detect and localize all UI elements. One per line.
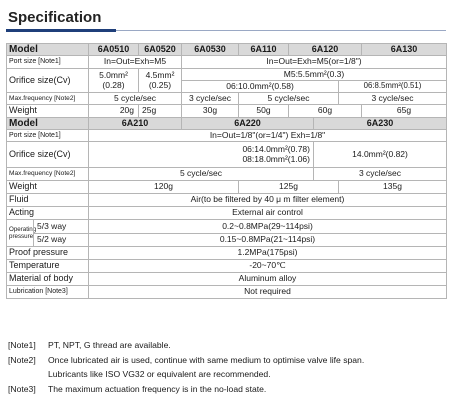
t1-weight-6a130: 65g (362, 105, 447, 118)
material-value: Aluminum alloy (89, 273, 447, 286)
t1-weight-6a0520: 25g (139, 105, 182, 118)
temperature-value: -20~70℃ (89, 260, 447, 273)
t2-weight-label: Weight (7, 181, 89, 194)
proof-pressure-label: Proof pressure (7, 247, 89, 260)
lubrication-value: Not required (89, 286, 447, 299)
way2-label: 5/2 way (37, 234, 67, 245)
t1-model-6a130: 6A130 (362, 44, 447, 56)
t1-orifice-m5: M5:5.5mm²(0.3) (182, 69, 447, 81)
spec-heading: Specification (8, 9, 102, 26)
t2-orifice-6a210-6a220 (89, 142, 314, 168)
acting-label: Acting (7, 207, 89, 220)
lubrication-row (7, 286, 447, 299)
proof-pressure-value: 1.2MPa(175psi) (89, 247, 447, 260)
operating-label: Operating (9, 225, 37, 233)
note-2-text-b: Lubricants like ISO VG32 or equivalent are recommended. (48, 369, 271, 379)
t2-freq-b: 3 cycle/sec (314, 168, 447, 181)
t1-frequency-label: Max.frequency [Note2] (7, 93, 89, 105)
t2-model-label: Model (7, 118, 89, 130)
t1-model-row (7, 44, 447, 56)
t1-orifice-b-cv: (0.25) (148, 79, 172, 90)
t1-orifice-a-cv: (0.28) (102, 79, 125, 90)
t2-weight-6a210: 120g (89, 181, 239, 194)
heading-rule-accent (6, 29, 116, 32)
t1-freq-a: 5 cycle/sec (89, 93, 182, 105)
t1-freq-c: 5 cycle/sec (239, 93, 339, 105)
acting-row (7, 207, 447, 220)
t2-port-row (7, 130, 447, 142)
t2-frequency-label: Max.frequency [Note2] (7, 168, 89, 181)
t1-weight-6a120: 60g (289, 105, 362, 118)
material-row (7, 273, 447, 286)
fluid-value: Air(to be filtered by 40 μ m filter element) (89, 194, 447, 207)
t1-freq-d: 3 cycle/sec (339, 93, 447, 105)
t2-model-6a210: 6A210 (89, 118, 182, 130)
way-labels (33, 220, 88, 246)
heading-rule-line (116, 30, 446, 31)
t1-orifice-label: Orifice size(Cv) (7, 69, 89, 93)
note-1-tag: [Note1] (8, 340, 36, 350)
t2-freq-a: 5 cycle/sec (89, 168, 314, 181)
fluid-label: Fluid (7, 194, 89, 207)
t1-orifice-06-a: 06:10.0mm²(0.58) (182, 81, 339, 93)
note-2 (8, 353, 448, 368)
t1-port-row (7, 56, 447, 69)
t1-orifice-6a0520 (139, 69, 182, 93)
t2-orifice-06: 06:14.0mm²(0.78) (242, 144, 310, 155)
note-1 (8, 338, 448, 353)
t1-weight-6a0510: 20g (89, 105, 139, 118)
note-2-continued (8, 367, 448, 382)
t1-model-6a120: 6A120 (289, 44, 362, 56)
t2-model-6a230: 6A230 (314, 118, 447, 130)
operating-pressure-label (7, 220, 37, 246)
note-2-tag: [Note2] (8, 354, 36, 365)
notes-section (8, 338, 448, 396)
t1-model-6a0520: 6A0520 (139, 44, 182, 56)
note-3-tag: [Note3] (8, 383, 36, 394)
t1-orifice-6a0510 (89, 69, 139, 93)
t1-model-6a0510: 6A0510 (89, 44, 139, 56)
t1-orifice-b-area: 4.5mm² (145, 70, 175, 81)
t2-model-6a220: 6A220 (182, 118, 314, 130)
fluid-row (7, 194, 447, 207)
t1-freq-b: 3 cycle/sec (182, 93, 239, 105)
note-3-text: The maximum actuation frequency is in the no-load state. (48, 383, 267, 394)
operating-pressure-label-cell (7, 220, 89, 247)
t1-port-label: Port size [Note1] (7, 56, 89, 69)
t1-port-m5-or-18: In=Out=Exh=M5(or=1/8") (182, 56, 447, 69)
lubrication-label: Lubrication [Note3] (7, 286, 89, 299)
acting-value: External air control (89, 207, 447, 220)
specification-table (6, 43, 447, 299)
t1-weight-6a0530: 30g (182, 105, 239, 118)
t1-weight-6a110: 50g (239, 105, 289, 118)
t2-frequency-row (7, 168, 447, 181)
t2-weight-6a230: 135g (339, 181, 447, 194)
t2-orifice-row (7, 142, 447, 168)
pressure-label: pressure (9, 233, 34, 240)
material-label: Material of body (7, 273, 89, 286)
note-1-text: PT, NPT, G thread are available. (48, 340, 171, 350)
way2-value: 0.15~0.8MPa(21~114psi) (89, 233, 447, 247)
operating-pressure-row-1 (7, 220, 447, 234)
t1-model-6a0530: 6A0530 (182, 44, 239, 56)
proof-pressure-row (7, 247, 447, 260)
t1-orifice-06-b: 06:8.5mm²(0.51) (339, 81, 447, 93)
t1-port-m5: In=Out=Exh=M5 (89, 56, 182, 69)
t2-port-label: Port size [Note1] (7, 130, 89, 142)
temperature-label: Temperature (7, 260, 89, 273)
t2-weight-row (7, 181, 447, 194)
t1-model-label: Model (7, 44, 89, 56)
t1-weight-row (7, 105, 447, 118)
note-3 (8, 382, 448, 397)
note-2-text-a: Once lubricated air is used, continue with same medium to optimise valve life span. (48, 354, 365, 365)
t2-model-row (7, 118, 447, 130)
t2-port-value: In=Out=1/8"(or=1/4") Exh=1/8" (89, 130, 447, 142)
t1-model-6a110: 6A110 (239, 44, 289, 56)
t2-orifice-label: Orifice size(Cv) (7, 142, 89, 168)
t1-weight-label: Weight (7, 105, 89, 118)
t2-weight-6a220: 125g (239, 181, 339, 194)
temperature-row (7, 260, 447, 273)
t1-frequency-row (7, 93, 447, 105)
t2-orifice-08: 08:18.0mm²(1.06) (242, 153, 310, 164)
t2-orifice-6a230: 14.0mm²(0.82) (314, 142, 447, 168)
t1-orifice-a-area: 5.0mm² (99, 70, 128, 81)
way3-label: 5/3 way (34, 220, 88, 234)
way3-value: 0.2~0.8MPa(29~114psi) (89, 220, 447, 234)
t1-orifice-row-1 (7, 69, 447, 81)
